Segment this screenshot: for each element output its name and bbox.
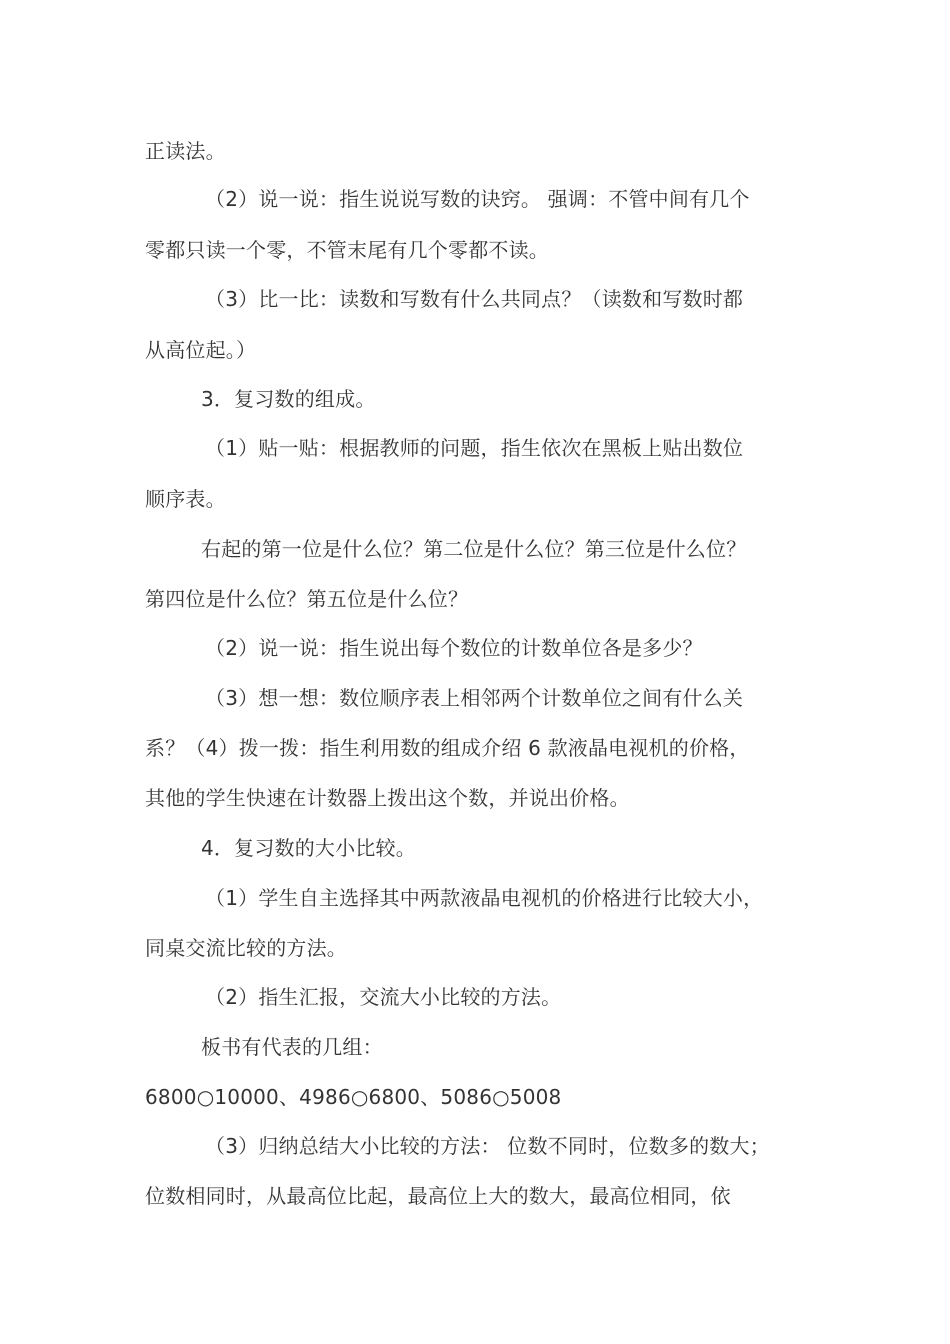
section-heading: 4．复习数的大小比较。 — [201, 836, 416, 860]
text-line: 系？（4）拨一拨：指生利用数的组成介绍 6 款液晶电视机的价格， — [145, 736, 750, 760]
text-line: （1）贴一贴：根据教师的问题，指生依次在黑板上贴出数位 — [205, 436, 744, 460]
text-line: 位数相同时，从最高位比起，最高位上大的数大，最高位相同，依 — [145, 1184, 731, 1208]
text-line: 板书有代表的几组： — [201, 1035, 383, 1059]
text-line: （2）指生汇报，交流大小比较的方法。 — [205, 985, 562, 1009]
text-line: 其他的学生快速在计数器上拨出这个数，并说出价格。 — [145, 786, 630, 810]
text-line: 同桌交流比较的方法。 — [145, 936, 347, 960]
text-line: 正读法。 — [145, 139, 226, 163]
text-line: （2）说一说：指生说出每个数位的计数单位各是多少？ — [205, 636, 703, 660]
text-line: （1）学生自主选择其中两款液晶电视机的价格进行比较大小， — [205, 886, 764, 910]
text-line: （3）想一想：数位顺序表上相邻两个计数单位之间有什么关 — [205, 686, 744, 710]
text-line: 顺序表。 — [145, 487, 226, 511]
text-line: 右起的第一位是什么位？第二位是什么位？第三位是什么位？ — [201, 537, 747, 561]
text-line: 从高位起。） — [145, 338, 257, 362]
comparison-examples: 6800○10000、4986○6800、5086○5008 — [145, 1085, 562, 1109]
text-line: （3）归纳总结大小比较的方法： 位数不同时，位数多的数大； — [205, 1134, 770, 1158]
text-line: 第四位是什么位？第五位是什么位？ — [145, 587, 469, 611]
section-heading: 3．复习数的组成。 — [201, 387, 376, 411]
text-line: （2）说一说：指生说说写数的诀窍。 强调：不管中间有几个 — [205, 187, 750, 211]
text-line: 零都只读一个零，不管末尾有几个零都不读。 — [145, 238, 549, 262]
text-line: （3）比一比：读数和写数有什么共同点？（读数和写数时都 — [205, 287, 744, 311]
